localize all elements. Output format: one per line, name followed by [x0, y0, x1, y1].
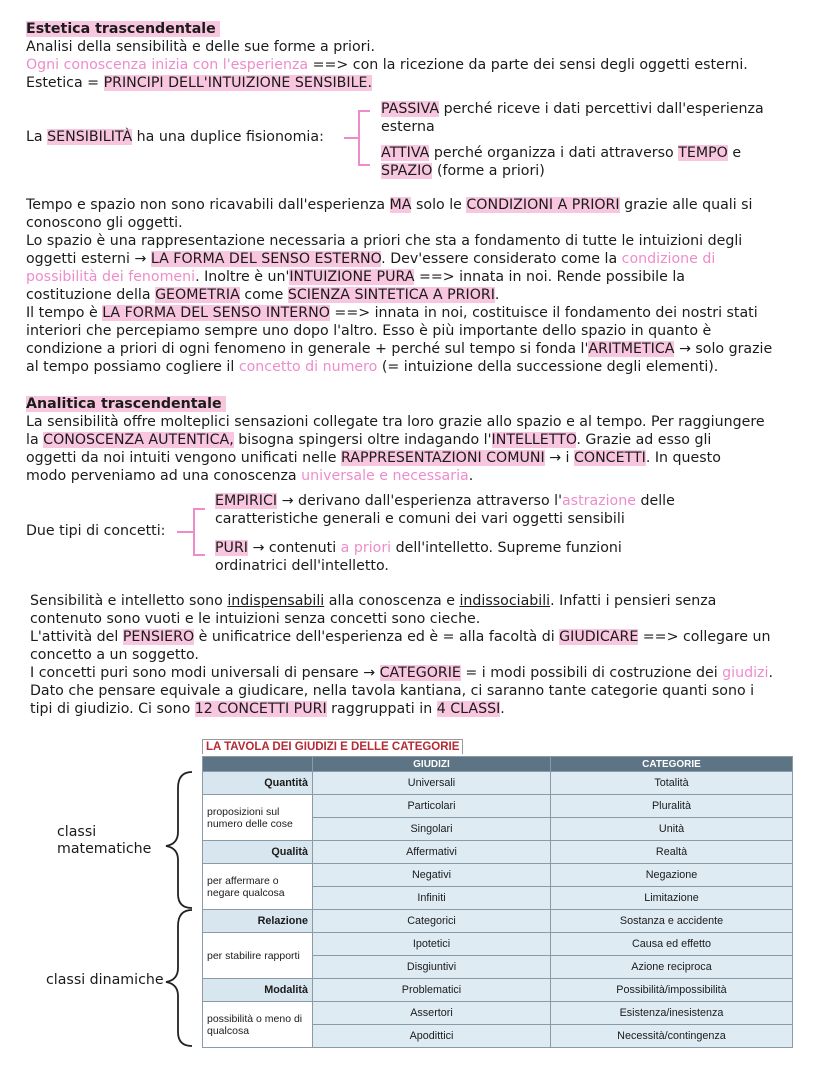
text-segment: perché riceve i dati percettivi dall'esperienza [439, 101, 764, 117]
categoria-cell: Negazione [551, 864, 793, 887]
text-segment: SPAZIO [381, 163, 433, 179]
attiva-line-2 [381, 162, 545, 180]
giudizio-cell: Negativi [313, 864, 551, 887]
table-row [203, 841, 793, 864]
text-line [26, 196, 753, 214]
text-segment: dell'intelletto. Supreme funzioni [391, 540, 622, 556]
group-desc: per stabilire rapporti [203, 933, 313, 979]
categoria-cell: Azione reciproca [551, 956, 793, 979]
classi-matematiche-label: classi matematiche [57, 824, 152, 857]
text-segment: . Infatti i pensieri senza [550, 593, 717, 609]
text-line [26, 286, 499, 304]
table-row [203, 795, 793, 818]
text-segment: CONDIZIONI A PRIORI [466, 197, 620, 213]
text-segment: raggruppati in [326, 701, 437, 717]
text-segment: PASSIVA [381, 101, 440, 117]
text-segment: CATEGORIE [379, 665, 461, 681]
text-line [30, 682, 754, 700]
text-segment: concetto di numero [238, 359, 378, 375]
text-segment: universale e necessaria [301, 468, 469, 484]
categoria-cell: Necessità/contingenza [551, 1025, 793, 1048]
passiva-line [381, 100, 764, 118]
text-segment: esterna [381, 119, 435, 135]
text-segment: la [26, 432, 44, 448]
text-segment: PURI [215, 540, 248, 556]
text-segment: CONCETTI [574, 450, 646, 466]
table-title: LA TAVOLA DEI GIUDIZI E DELLE CATEGORIE [202, 739, 463, 754]
text-line [26, 268, 685, 286]
categoria-cell: Limitazione [551, 887, 793, 910]
text-line [26, 413, 765, 431]
text-line [26, 322, 711, 340]
empirici-line [215, 492, 675, 510]
categoria-cell: Sostanza e accidente [551, 910, 793, 933]
text-segment: costituzione della [26, 287, 156, 303]
text-segment: . [500, 701, 505, 717]
text-segment: PENSIERO [122, 629, 195, 645]
text-segment: ==> con la ricezione da parte dei sensi degli oggetti esterni. [308, 57, 748, 73]
text-segment: GEOMETRIA [155, 287, 240, 303]
categoria-cell: Pluralità [551, 795, 793, 818]
brace-matematiche [166, 772, 192, 908]
text-segment: La [26, 129, 48, 145]
categoria-cell: Unità [551, 818, 793, 841]
text-line [26, 449, 721, 467]
table-row [203, 1002, 793, 1025]
text-segment: indispensabili [227, 593, 325, 609]
text-line [26, 340, 772, 358]
text-segment: alla conoscenza e [324, 593, 460, 609]
text-segment: 12 CONCETTI PURI [194, 701, 327, 717]
text-segment: SENSIBILITÀ [47, 129, 133, 145]
table-header-row [203, 757, 793, 772]
text-segment: oggetti da noi intuiti vengono unificati nelle [26, 450, 341, 466]
text-segment: = i modi possibili di costruzione dei [460, 665, 723, 681]
text-segment: solo le [411, 197, 467, 213]
text-line [26, 232, 742, 250]
group-name: Quantità [203, 772, 313, 795]
text-segment: ATTIVA [381, 145, 430, 161]
text-segment: come [239, 287, 288, 303]
text-segment: SCIENZA SINTETICA A PRIORI [287, 287, 495, 303]
text-segment: e [727, 145, 742, 161]
text-line [26, 467, 473, 485]
text-segment: interiori che percepiamo sempre uno dopo l'altro. Esso è più importante dello spazio in quanto è [26, 323, 712, 339]
text-line [30, 628, 771, 646]
puri-line-2 [215, 557, 389, 575]
group-desc: per affermare o negare qualcosa [203, 864, 313, 910]
text-segment: indissociabili [459, 593, 551, 609]
text-segment: . [494, 287, 500, 303]
text-segment: INTELLETTO [491, 432, 577, 448]
brace-connector [344, 137, 358, 139]
giudizio-cell: Categorici [313, 910, 551, 933]
text-segment: Il tempo è [26, 305, 103, 321]
text-segment: conoscono gli oggetti. [26, 215, 183, 231]
text-segment: è unificatrice dell'esperienza ed è = alla facoltà di [194, 629, 560, 645]
text-segment: astrazione [561, 493, 636, 509]
text-segment: Estetica = [26, 75, 104, 91]
text-segment: Sensibilità e intelletto sono [30, 593, 228, 609]
fisionomia-label [26, 128, 324, 146]
puri-line [215, 539, 622, 557]
categoria-cell: Realtà [551, 841, 793, 864]
text-segment: oggetti esterni → [26, 251, 151, 267]
brace-bottom [358, 164, 370, 166]
text-segment: Analitica trascendentale [26, 396, 226, 412]
text-segment: PRINCIPI DELL'INTUIZIONE SENSIBILE. [103, 75, 372, 91]
due-tipi-label [26, 522, 165, 540]
brace-top [193, 508, 205, 510]
passiva-line-2 [381, 118, 435, 136]
text-line [26, 56, 748, 74]
text-segment: (forme a priori) [432, 163, 545, 179]
text-line [26, 38, 375, 56]
text-segment: tipi di giudizio. Ci sono [30, 701, 195, 717]
giudizio-cell: Problematici [313, 979, 551, 1002]
text-line [26, 358, 718, 376]
text-segment: Dato che pensare equivale a giudicare, nella tavola kantiana, ci saranno tante categorie quanti sono i [30, 683, 755, 699]
text-segment: La sensibilità offre molteplici sensazioni collegate tra loro grazie allo spazio e al tempo. Per raggiungere [26, 414, 765, 430]
text-segment: Estetica trascendentale [26, 21, 220, 37]
text-line [26, 214, 183, 232]
text-segment: LA FORMA DEL SENSO ESTERNO [150, 251, 382, 267]
text-segment: . [468, 468, 474, 484]
text-segment: condizione a priori di ogni fenomeno in generale + perché sul tempo si fonda l' [26, 341, 589, 357]
section-title-analitica [26, 395, 226, 413]
text-line [26, 74, 372, 92]
header-blank [203, 757, 313, 772]
table-row [203, 910, 793, 933]
header-giudizi: GIUDIZI [313, 757, 551, 772]
text-segment: → derivano dall'esperienza attraverso l' [277, 493, 562, 509]
empirici-line-2 [215, 510, 625, 528]
text-line [30, 664, 773, 682]
text-segment: caratteristiche generali e comuni dei vari oggetti sensibili [215, 511, 625, 527]
table-row [203, 979, 793, 1002]
text-line [30, 646, 199, 664]
group-desc: possibilità o meno di qualcosa [203, 1002, 313, 1048]
text-segment: Ogni conoscenza inizia con l'esperienza [26, 57, 309, 73]
text-segment: → solo grazie [674, 341, 773, 357]
class-braces [160, 770, 202, 1050]
text-segment: giudizi [722, 665, 769, 681]
text-segment: (= intuizione della successione degli elementi). [377, 359, 719, 375]
brace-vertical [358, 110, 360, 166]
categoria-cell: Totalità [551, 772, 793, 795]
section-title-estetica [26, 20, 220, 38]
attiva-line [381, 144, 741, 162]
text-segment: ==> collegare un [638, 629, 771, 645]
text-segment: GIUDICARE [559, 629, 639, 645]
text-segment: . Grazie ad esso gli [576, 432, 712, 448]
text-segment: ==> innata in noi. Rende possibile la [414, 269, 685, 285]
text-segment: bisogna spingersi oltre indagando l' [233, 432, 492, 448]
giudizio-cell: Apodittici [313, 1025, 551, 1048]
text-segment: . Dev'essere considerato come la [381, 251, 622, 267]
text-segment: al tempo possiamo cogliere il [26, 359, 239, 375]
table-row [203, 933, 793, 956]
text-segment: LA FORMA DEL SENSO INTERNO [102, 305, 330, 321]
text-segment: modo perveniamo ad una conoscenza [26, 468, 302, 484]
giudizio-cell: Affermativi [313, 841, 551, 864]
group-name: Relazione [203, 910, 313, 933]
brace-top [358, 110, 370, 112]
group-name: Modalità [203, 979, 313, 1002]
categoria-cell: Possibilità/impossibilità [551, 979, 793, 1002]
text-line [26, 304, 758, 322]
categoria-cell: Causa ed effetto [551, 933, 793, 956]
categoria-cell: Esistenza/inesistenza [551, 1002, 793, 1025]
brace-bottom [193, 554, 205, 556]
text-segment: TEMPO [678, 145, 728, 161]
text-segment: a priori [340, 540, 392, 556]
brace-connector [177, 531, 193, 533]
text-segment: RAPPRESENTAZIONI COMUNI [340, 450, 545, 466]
text-segment: contenuto sono vuoti e le intuizioni senza concetti sono cieche. [30, 611, 481, 627]
text-segment: CONOSCENZA AUTENTICA, [43, 432, 234, 448]
text-segment: Lo spazio è una rappresentazione necessaria a priori che sta a fondamento di tutte le intuizioni degli [26, 233, 743, 249]
text-segment: possibilità dei fenomeni [26, 269, 196, 285]
group-desc: proposizioni sul numero delle cose [203, 795, 313, 841]
text-segment: condizione di [621, 251, 716, 267]
table-row [203, 864, 793, 887]
text-segment: perché organizza i dati attraverso [429, 145, 679, 161]
text-segment: . Inoltre è un' [195, 269, 290, 285]
text-segment: I concetti puri sono modi universali di pensare → [30, 665, 380, 681]
text-line [26, 250, 715, 268]
giudizio-cell: Disgiuntivi [313, 956, 551, 979]
text-segment: 4 CLASSI [436, 701, 501, 717]
text-segment: INTUIZIONE PURA [289, 269, 415, 285]
text-segment: → i [544, 450, 574, 466]
giudizio-cell: Infiniti [313, 887, 551, 910]
text-segment: Analisi della sensibilità e delle sue forme a priori. [26, 39, 375, 55]
giudizio-cell: Ipotetici [313, 933, 551, 956]
text-segment: ==> innata in noi, costituisce il fondamento dei nostri stati [329, 305, 758, 321]
group-name: Qualità [203, 841, 313, 864]
brace-dinamiche [166, 910, 192, 1046]
text-segment: Tempo e spazio non sono ricavabili dall'esperienza [26, 197, 390, 213]
text-segment: ha una duplice fisionomia: [132, 129, 324, 145]
text-segment: grazie alle quali si [619, 197, 753, 213]
giudizio-cell: Singolari [313, 818, 551, 841]
text-line [26, 431, 711, 449]
table-row [203, 772, 793, 795]
text-segment: MA [389, 197, 412, 213]
text-segment: L'attività del [30, 629, 123, 645]
giudizio-cell: Universali [313, 772, 551, 795]
brace-vertical [193, 508, 195, 556]
text-line [30, 700, 505, 718]
giudizio-cell: Assertori [313, 1002, 551, 1025]
text-segment: → contenuti [247, 540, 341, 556]
giudizio-cell: Particolari [313, 795, 551, 818]
text-segment: delle [635, 493, 675, 509]
text-segment: . In questo [645, 450, 721, 466]
text-segment: ordinatrici dell'intelletto. [215, 558, 389, 574]
text-line [30, 610, 480, 628]
text-segment: EMPIRICI [215, 493, 278, 509]
text-segment: concetto a un soggetto. [30, 647, 199, 663]
header-categorie: CATEGORIE [551, 757, 793, 772]
giudizi-table [202, 756, 793, 1048]
text-segment: ARITMETICA [588, 341, 675, 357]
text-line [30, 592, 716, 610]
text-segment: Due tipi di concetti: [26, 523, 166, 539]
classi-dinamiche-label: classi dinamiche [46, 972, 164, 988]
text-segment: . [768, 665, 773, 681]
